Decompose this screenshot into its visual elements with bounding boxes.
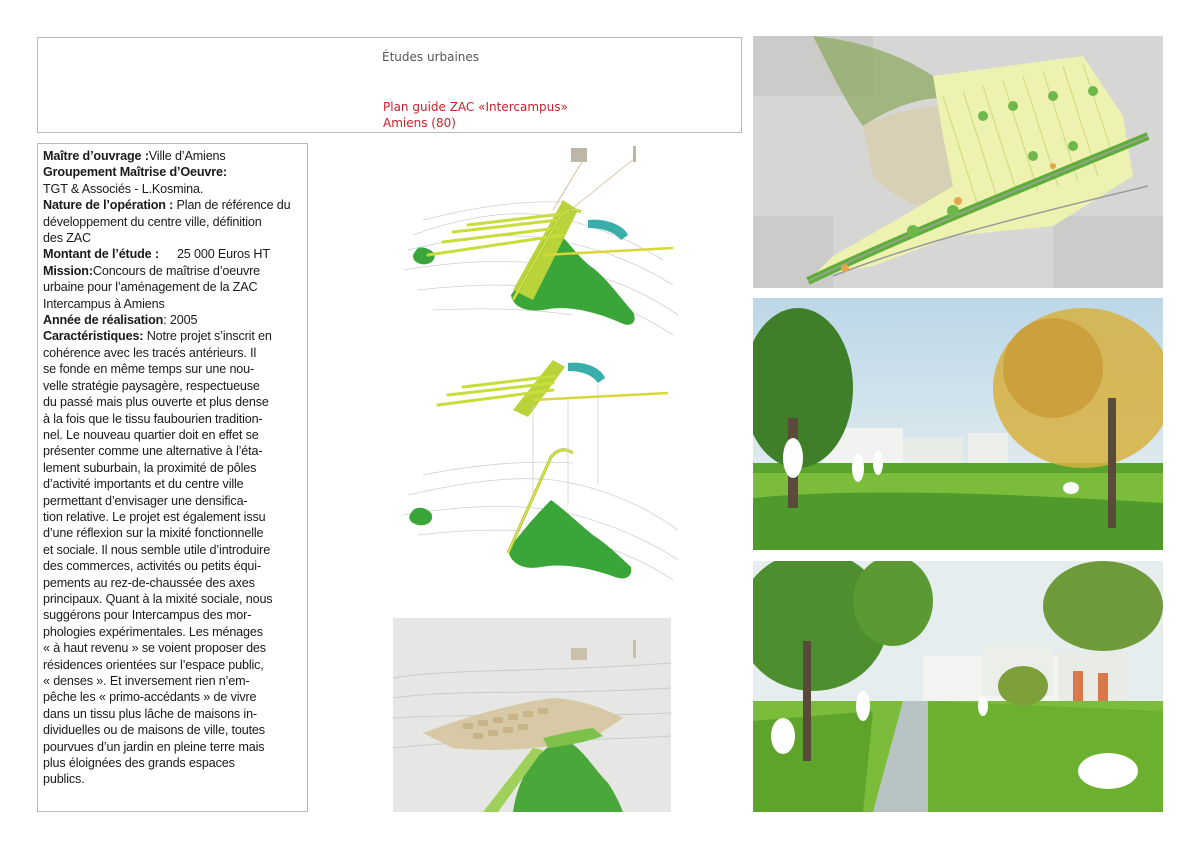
montant-label: Montant de l’étude : [43,247,159,262]
category-label: Études urbaines [382,50,480,64]
caracteristiques-line: lement suburbain, la proximité de pôles [43,460,257,475]
maitre-ouvrage-label: Maître d’ouvrage : [43,149,149,163]
caracteristiques-line: nel. Le nouveau quartier doit en effet se [43,427,259,442]
groupement-label: Groupement Maîtrise d’Oeuvre: [43,165,227,180]
caracteristiques-line: « denses ». Et inversement rien n’em- [43,674,250,688]
caracteristiques-line: plus éloignées des grands espaces [43,756,235,771]
mission-value-3: Intercampus à Amiens [43,296,165,311]
caracteristiques-line: « à haut revenu » se voient proposer des [43,641,266,656]
caracteristiques-line: pements au rez-de-chaussée des axes [43,575,255,590]
nature-value-1: Plan de référence du [173,198,291,213]
promenade-perspective-render [753,561,1163,812]
caracteristiques-line: d’une réflexion sur la mixité fonctionnelle [43,526,264,541]
caracteristiques-line: pêche les « primo-accédants » de vivre [43,690,257,705]
project-location: Amiens (80) [383,116,456,130]
caracteristiques-line: tion relative. Le projet est également issu [43,509,266,524]
nature-value-2: développement du centre ville, définition [43,214,262,229]
caracteristiques-line: dividuelles ou de maisons de ville, toutes [43,723,265,738]
caracteristiques-line: permettant d’envisager une densifica- [43,493,248,508]
mission-value-2: urbaine pour l’aménagement de la ZAC [43,280,258,295]
caracteristiques-line: suggérons pour Intercampus des mor- [43,608,252,623]
axonometric-diagram-exploded [393,345,683,585]
mission-label: Mission: [43,263,93,278]
masterplan-aerial [753,36,1163,288]
caracteristiques-line: velle stratégie paysagère, respectueuse [43,378,260,393]
caracteristiques-line: d’activité importants et du centre ville [43,477,244,492]
caracteristiques-label: Caractéristiques: [43,329,144,344]
montant-value: 25 000 Euros HT [176,247,270,262]
axonometric-diagram-top [393,140,683,340]
caracteristiques-line: principaux. Quant à la mixité sociale, nous [43,591,273,606]
groupement-value: TGT & Associés - L.Kosmina. [43,181,204,196]
project-info-box [37,143,308,812]
caracteristiques-line: résidences orientées sur l’espace public, [43,657,264,672]
project-title [383,99,568,131]
caracteristiques-line: cohérence avec les tracés antérieurs. Il [43,345,257,360]
nature-value-3: des ZAC [43,231,91,246]
annee-label: Année de réalisation [43,313,164,328]
caracteristiques-line: et sociale. Il nous semble utile d’introduire [43,542,271,557]
caracteristiques-first-line: Notre projet s’inscrit en [143,329,272,344]
mission-value-1: Concours de maîtrise d’oeuvre [92,263,261,278]
caracteristiques-line: dans un tissu plus lâche de maisons in- [43,706,257,721]
maitre-ouvrage-value: Ville d’Amiens [148,149,226,163]
aerial-3d-render [393,618,671,812]
caracteristiques-line: présenter comme une alternative à l’éta- [43,444,263,459]
caracteristiques-line: publics. [43,772,85,787]
caracteristiques-line: du passé mais plus ouverte et plus dense [43,395,269,410]
caracteristiques-line: se fonde en même temps sur une nou- [43,362,255,377]
caracteristiques-line: des commerces, activités ou petits équi- [43,559,261,574]
project-title-line1: Plan guide ZAC «Intercampus» [383,100,568,114]
park-perspective-render [753,298,1163,550]
annee-value: : 2005 [163,313,198,328]
caracteristiques-line: à la fois que le tissu faubourien tradition- [43,411,263,426]
caracteristiques-text [43,345,303,788]
caracteristiques-line: phologies expérimentales. Les ménages [43,624,263,639]
caracteristiques-line: pourvues d’un jardin en pleine terre mais [43,739,265,754]
project-info-text [43,148,303,788]
nature-label: Nature de l’opération : [43,198,174,213]
